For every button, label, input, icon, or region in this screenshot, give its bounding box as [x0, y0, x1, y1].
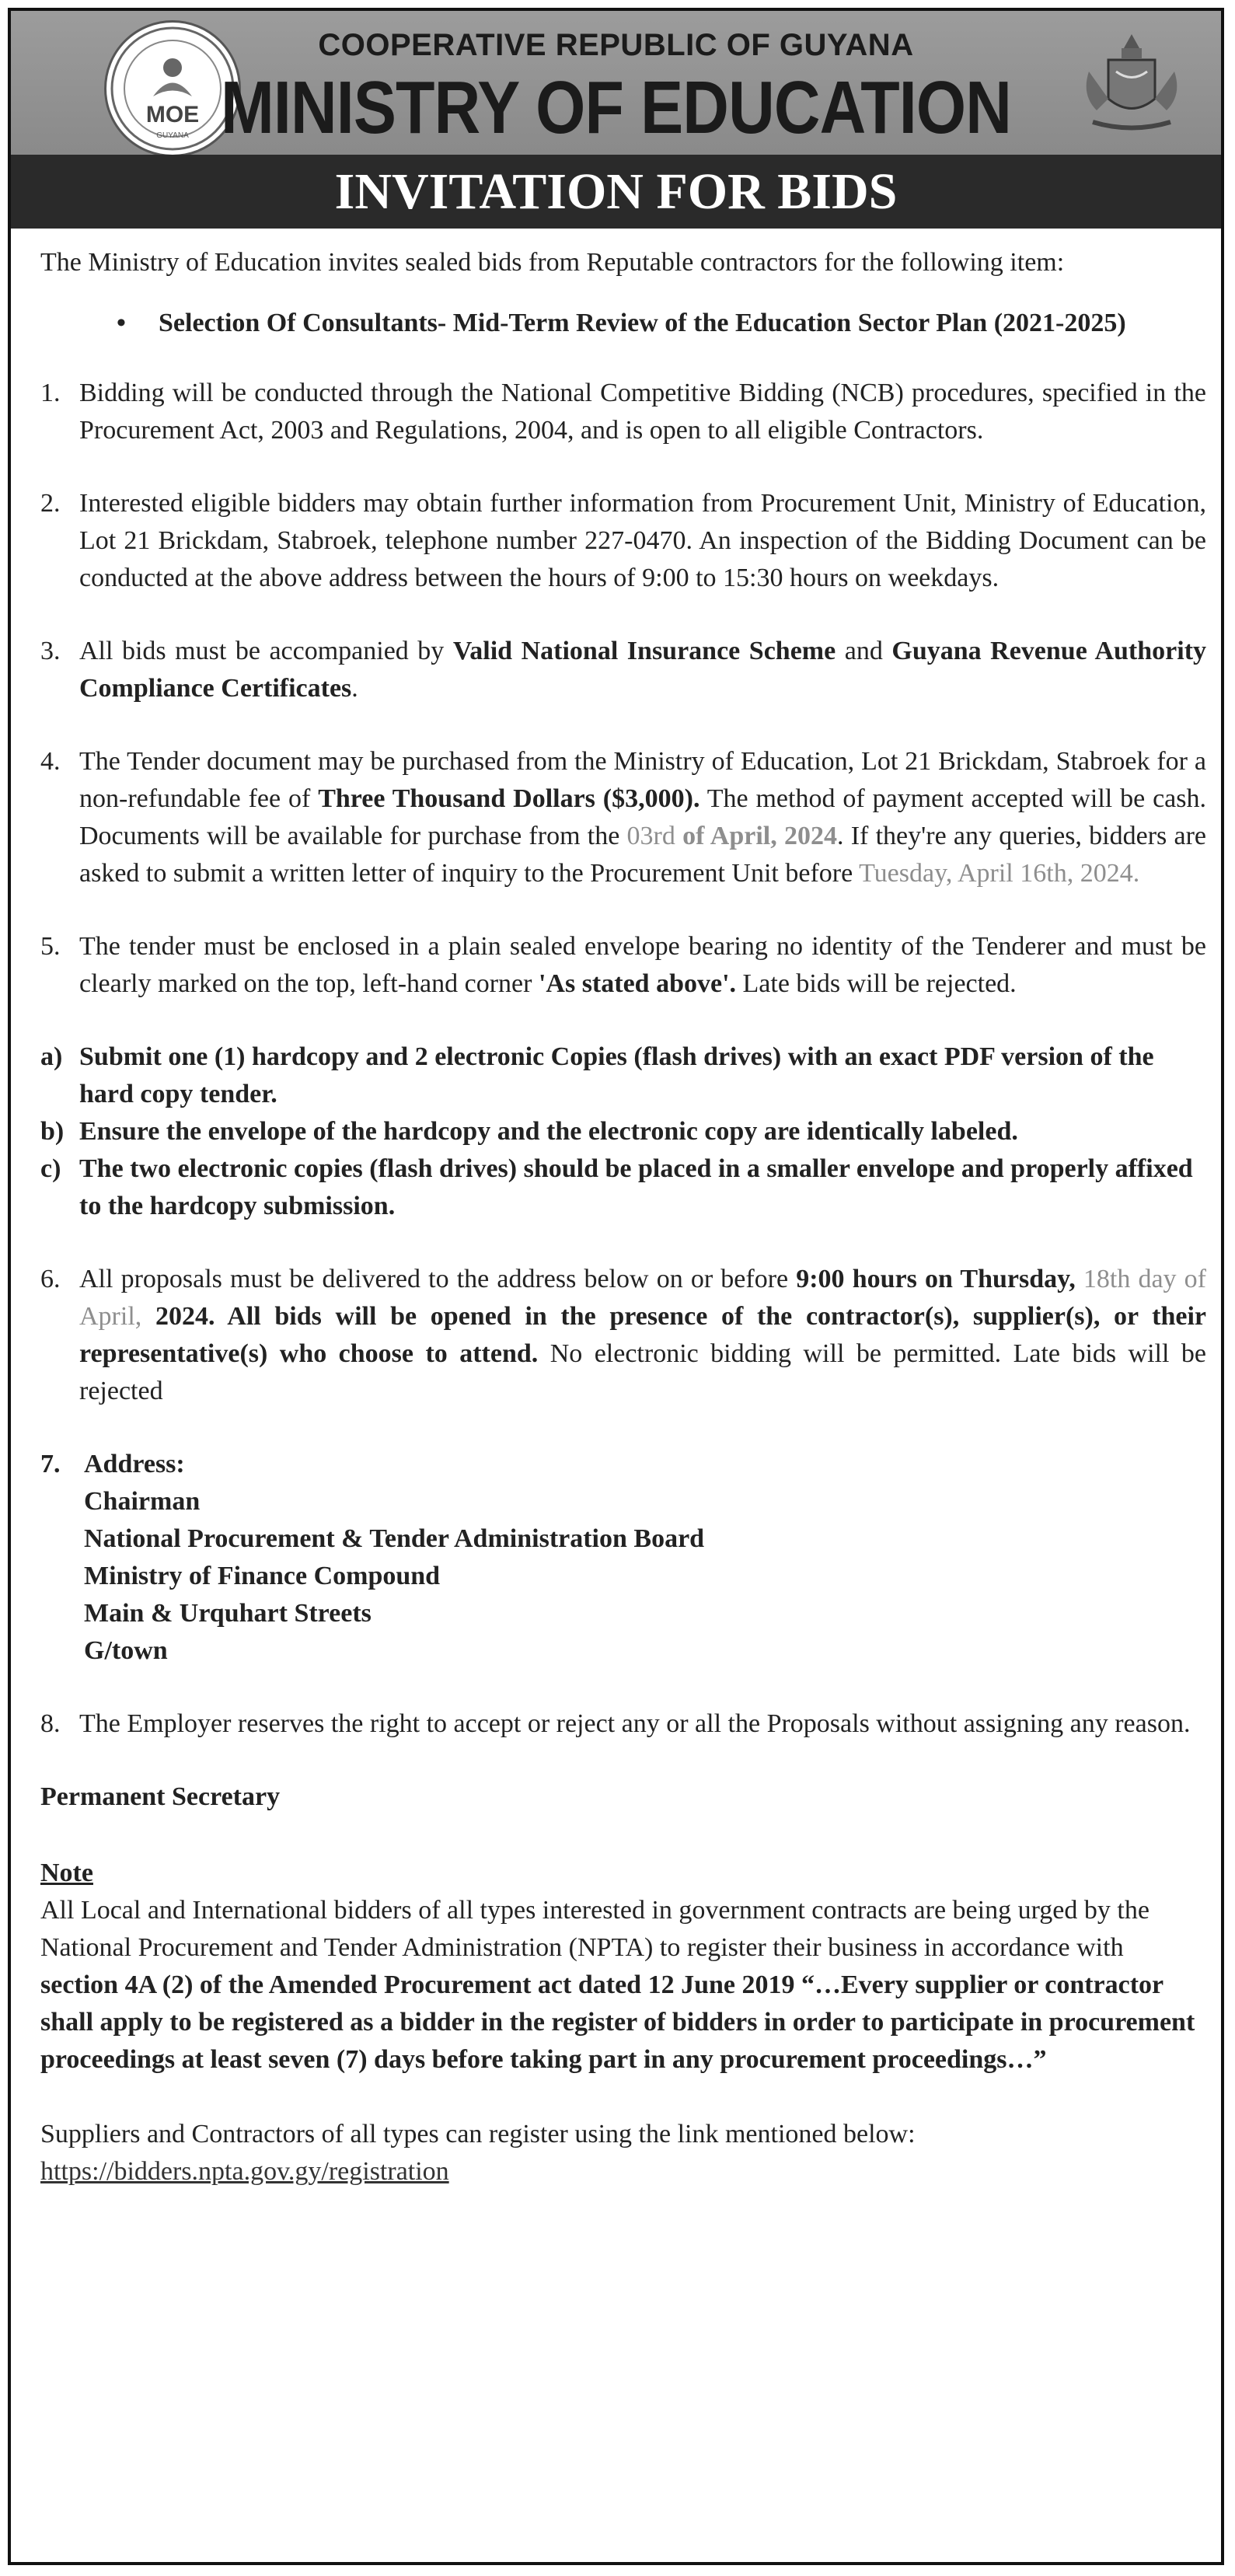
coat-of-arms-icon: [1073, 25, 1190, 141]
requirement-a: a) Submit one (1) hardcopy and 2 electronic Copies (flash drives) with an exact PDF version of the hard copy tender.: [40, 1042, 1154, 1108]
clause-3: 3. All bids must be accompanied by Valid National Insurance Scheme and Guyana Revenue Authority Compliance Certificates.: [40, 637, 1207, 703]
advertisement: [8, 8, 1224, 2565]
note-paragraph: All Local and International bidders of all types interested in government contracts are being urged by the National Procurement and Tender Administration (NPTA) to register their business in accordance with section 4A (2) of the Amended Procurement act dated 12 June 2019 “…Every supplier or contractor shall apply to be registered as a bidder in the register of bidders in order to participate in procurement proceedings at least seven (7) days before taking part in any procurement proceedings…”: [40, 1896, 1195, 2074]
requirement-b: b) Ensure the envelope of the hardcopy and the electronic copy are identically labeled.: [40, 1117, 1018, 1146]
ministry-name: MINISTRY OF EDUCATION: [220, 66, 1012, 149]
registration-text: Suppliers and Contractors of all types can register using the link mentioned below:: [40, 2120, 916, 2148]
page-title: INVITATION FOR BIDS: [11, 155, 1221, 229]
clause-6: 6. All proposals must be delivered to the address below on or before 9:00 hours on Thursday, 18th day of April, 2024. All bids will be opened in the presence of the contractor(s), supplier(s), or their representative(s) who choose to attend. No electronic bidding will be permitted. Late bids will be rejected: [40, 1265, 1207, 1405]
address-lines: Chairman National Procurement & Tender Administration Board Ministry of Finance Compound Main & Urquhart Streets G/town: [84, 1487, 705, 1665]
clause-1: 1. Bidding will be conducted through the National Competitive Bidding (NCB) procedures, specified in the Procurement Act, 2003 and Regulations, 2004, and is open to all eligible Contractors.: [40, 379, 1206, 445]
body-text: [40, 244, 1206, 2190]
bullet-icon: •: [117, 309, 126, 337]
logo-text: MOE: [145, 102, 200, 127]
clause-2: 2. Interested eligible bidders may obtain further information from Procurement Unit, Ministry of Education, Lot 21 Brickdam, Stabroek, telephone number 227-0470. An inspection of the Bidding Document can be conducted at the above address between the hours of 9:00 to 15:30 hours on weekdays.: [40, 489, 1206, 592]
clause-7-address: 7. Address: Chairman National Procurement & Tender Administration Board Ministry of Finance Compound Main & Urquhart Streets G/town: [40, 1446, 1206, 1670]
clause-5: 5. The tender must be enclosed in a plain sealed envelope bearing no identity of the Tenderer and must be clearly marked on the top, left-hand corner 'As stated above'. Late bids will be rejected.: [40, 932, 1206, 998]
signature: Permanent Secretary: [40, 1782, 281, 1811]
header-banner: [11, 11, 1221, 155]
clause-8: 8. The Employer reserves the right to accept or reject any or all the Proposals without assigning any reason.: [40, 1709, 1191, 1738]
address-label: Address:: [84, 1450, 185, 1478]
logo-subtext: GUYANA: [156, 131, 189, 140]
note-heading: Note: [40, 1859, 93, 1887]
intro-paragraph: The Ministry of Education invites sealed bids from Reputable contractors for the following item:: [40, 248, 1065, 277]
requirement-c: c) The two electronic copies (flash drives) should be placed in a smaller envelope and properly affixed to the hardcopy submission.: [40, 1154, 1193, 1220]
bid-item: • Selection Of Consultants- Mid-Term Review of the Education Sector Plan (2021-2025): [40, 305, 1206, 342]
clause-4: 4. The Tender document may be purchased from the Ministry of Education, Lot 21 Brickdam, Stabroek for a non-refundable fee of Three Thousand Dollars ($3,000). The method of payment accepted will be cash. Documents will be available for purchase from the 03rd of April, 2024. If they're any queries, bidders are asked to submit a written letter of inquiry to the Procurement Unit before Tuesday, April 16th, 2024.: [40, 747, 1206, 888]
submission-requirements: [40, 1038, 1206, 1225]
registration-link[interactable]: https://bidders.npta.gov.gy/registration: [40, 2157, 449, 2186]
country-name: COOPERATIVE REPUBLIC OF GUYANA: [318, 28, 914, 62]
